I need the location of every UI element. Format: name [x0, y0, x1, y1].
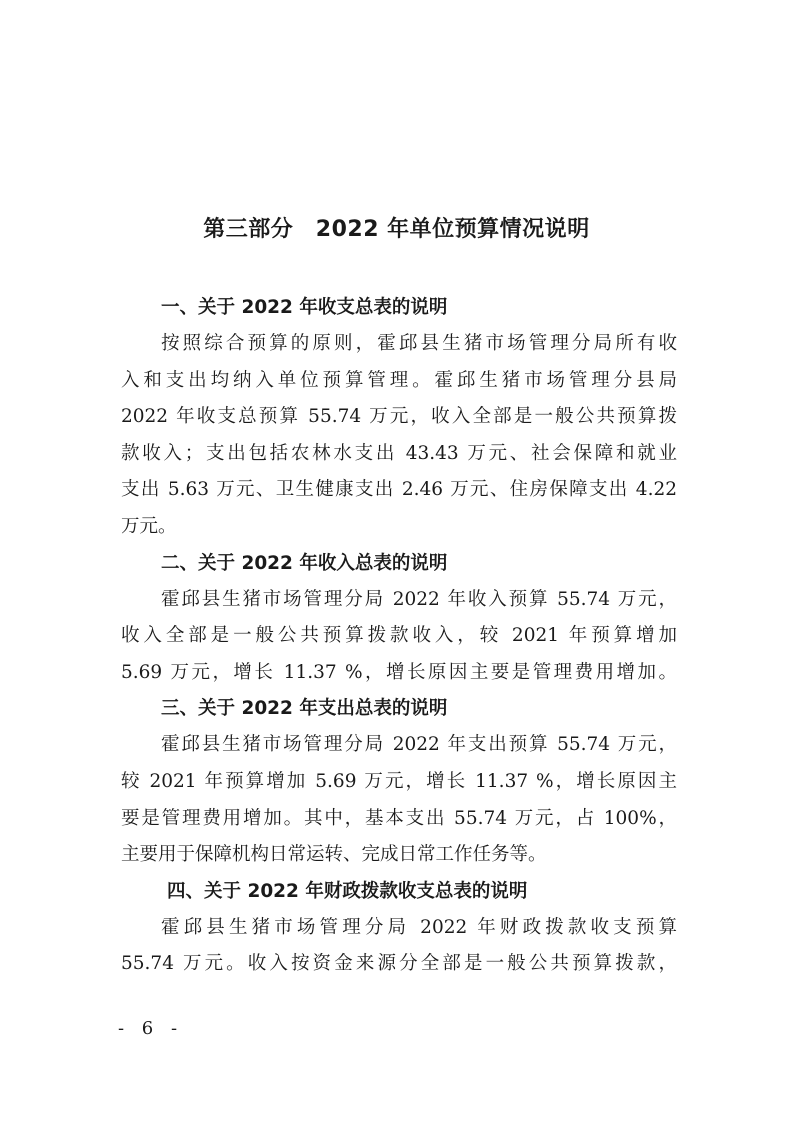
paragraph-line: 主要用于保障机构日常运转、完成日常工作任务等。 — [121, 844, 547, 866]
section-heading-1: 一、关于 2022 年收支总表的说明 — [161, 297, 448, 318]
paragraph-line: 5.69 万元，增长 11.37 %，增长原因主要是管理费用增加。 — [121, 661, 677, 683]
section-paragraph-2 — [121, 582, 677, 692]
paragraph-line: 万元。 — [121, 515, 177, 537]
paragraph-line: 霍邱县生猪市场管理分局 2022 年财政拨款收支预算 — [161, 916, 677, 938]
section-paragraph-3 — [121, 727, 677, 873]
section-heading-4: 四、关于 2022 年财政拨款收支总表的说明 — [167, 880, 528, 902]
paragraph-line: 入和支出均纳入单位预算管理。霍邱生猪市场管理分县局 — [121, 369, 677, 391]
paragraph-line: 收入全部是一般公共预算拨款收入，较 2021 年预算增加 — [121, 625, 677, 647]
paragraph-line: 较 2021 年预算增加 5.69 万元，增长 11.37 %，增长原因主 — [121, 770, 677, 792]
paragraph-line: 支出 5.63 万元、卫生健康支出 2.46 万元、住房保障支出 4.22 — [121, 479, 677, 501]
paragraph-line: 要是管理费用增加。其中，基本支出 55.74 万元，占 100%， — [121, 807, 677, 829]
paragraph-line: 霍邱县生猪市场管理分局 2022 年收入预算 55.74 万元， — [161, 588, 677, 610]
paragraph-line: 2022 年收支总预算 55.74 万元，收入全部是一般公共预算拨 — [121, 406, 677, 428]
document-body — [121, 290, 677, 983]
paragraph-line: 款收入；支出包括农林水支出 43.43 万元、社会保障和就业 — [121, 442, 677, 464]
section-paragraph-4 — [121, 910, 677, 983]
section-paragraph-1 — [121, 326, 677, 546]
paragraph-line: 霍邱县生猪市场管理分局 2022 年支出预算 55.74 万元， — [161, 734, 677, 756]
page-title: 第三部分 2022 年单位预算情况说明 — [203, 217, 590, 242]
paragraph-line: 55.74 万元。收入按资金来源分全部是一般公共预算拨款， — [121, 953, 677, 975]
section-heading-3: 三、关于 2022 年支出总表的说明 — [161, 698, 448, 720]
page-number: - 6 - — [118, 1018, 184, 1039]
section-heading-2: 二、关于 2022 年收入总表的说明 — [161, 552, 448, 574]
paragraph-line: 按照综合预算的原则，霍邱县生猪市场管理分局所有收 — [161, 333, 677, 354]
